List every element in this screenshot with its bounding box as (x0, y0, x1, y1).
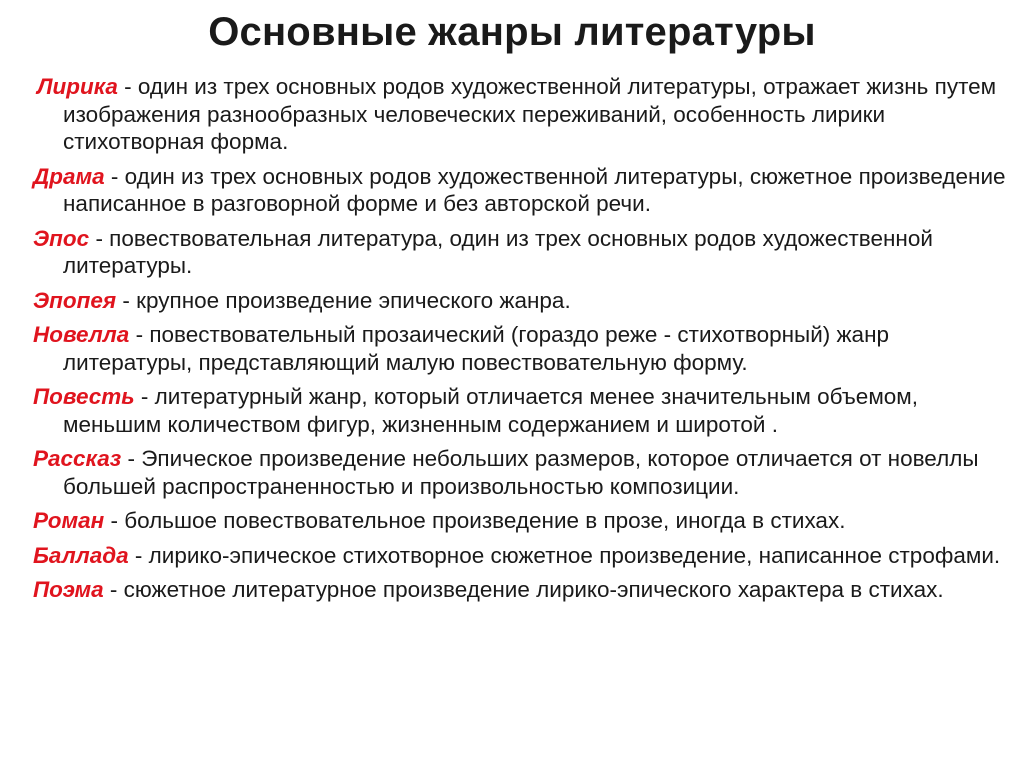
genre-term: Драма (33, 163, 105, 189)
genre-definition: - большое повествовательное произведение в прозе, иногда в стихах. (104, 508, 846, 533)
genre-definition: - один из трех основных родов художественной литературы, отражает жизнь путем изображения разнообразных человеческих переживаний, особенность лирики стихотворная форма. (63, 74, 997, 154)
genre-entry-epopee (33, 287, 1008, 315)
genre-term: Эпопея (33, 287, 117, 313)
genre-term: Роман (33, 508, 105, 533)
genre-definition: - лирико-эпическое стихотворное сюжетное произведение, написанное строфами. (128, 542, 1001, 568)
genre-term: Новелла (33, 322, 130, 347)
genre-entry-novel (33, 507, 1008, 535)
genre-entry-epos (33, 225, 1008, 280)
genre-definition: - литературный жанр, который отличается менее значительным объемом, меньшим количеством фигур, жизненным содержанием и широтой . (63, 384, 919, 437)
genre-term: Лирика (37, 74, 118, 99)
genre-definition: - сюжетное литературное произведение лирико-эпического характера в стихах. (103, 577, 944, 602)
genre-entry-povest (33, 383, 1008, 438)
genre-term: Баллада (33, 542, 129, 568)
genre-definition: - Эпическое произведение небольших размеров, которое отличается от новеллы большей распространенностью и произвольностью композиции. (63, 446, 979, 499)
genre-list (33, 73, 1008, 611)
genre-term: Рассказ (33, 446, 122, 471)
genre-entry-ballad (33, 542, 1008, 570)
genre-term: Поэма (33, 577, 104, 602)
genre-definition: - один из трех основных родов художественной литературы, сюжетное произведение написанное в разговорной форме и без авторской речи. (63, 163, 1006, 216)
genre-entry-poem (33, 576, 1008, 604)
page-title: Основные жанры литературы (208, 10, 816, 54)
genre-definition: - повествовательная литература, один из трех основных родов художественной литературы. (63, 225, 933, 278)
genre-definition: - крупное произведение эпического жанра. (116, 287, 571, 313)
genre-entry-lyric (33, 73, 1008, 156)
genre-entry-drama (33, 163, 1008, 218)
genre-term: Повесть (33, 384, 135, 409)
genre-definition: - повествовательный прозаический (гораздо реже - стихотворный) жанр литературы, представляющий малую повествовательную форму. (63, 322, 890, 375)
genre-entry-novella (33, 321, 1008, 376)
genre-term: Эпос (33, 225, 90, 251)
genre-entry-story (33, 445, 1008, 500)
